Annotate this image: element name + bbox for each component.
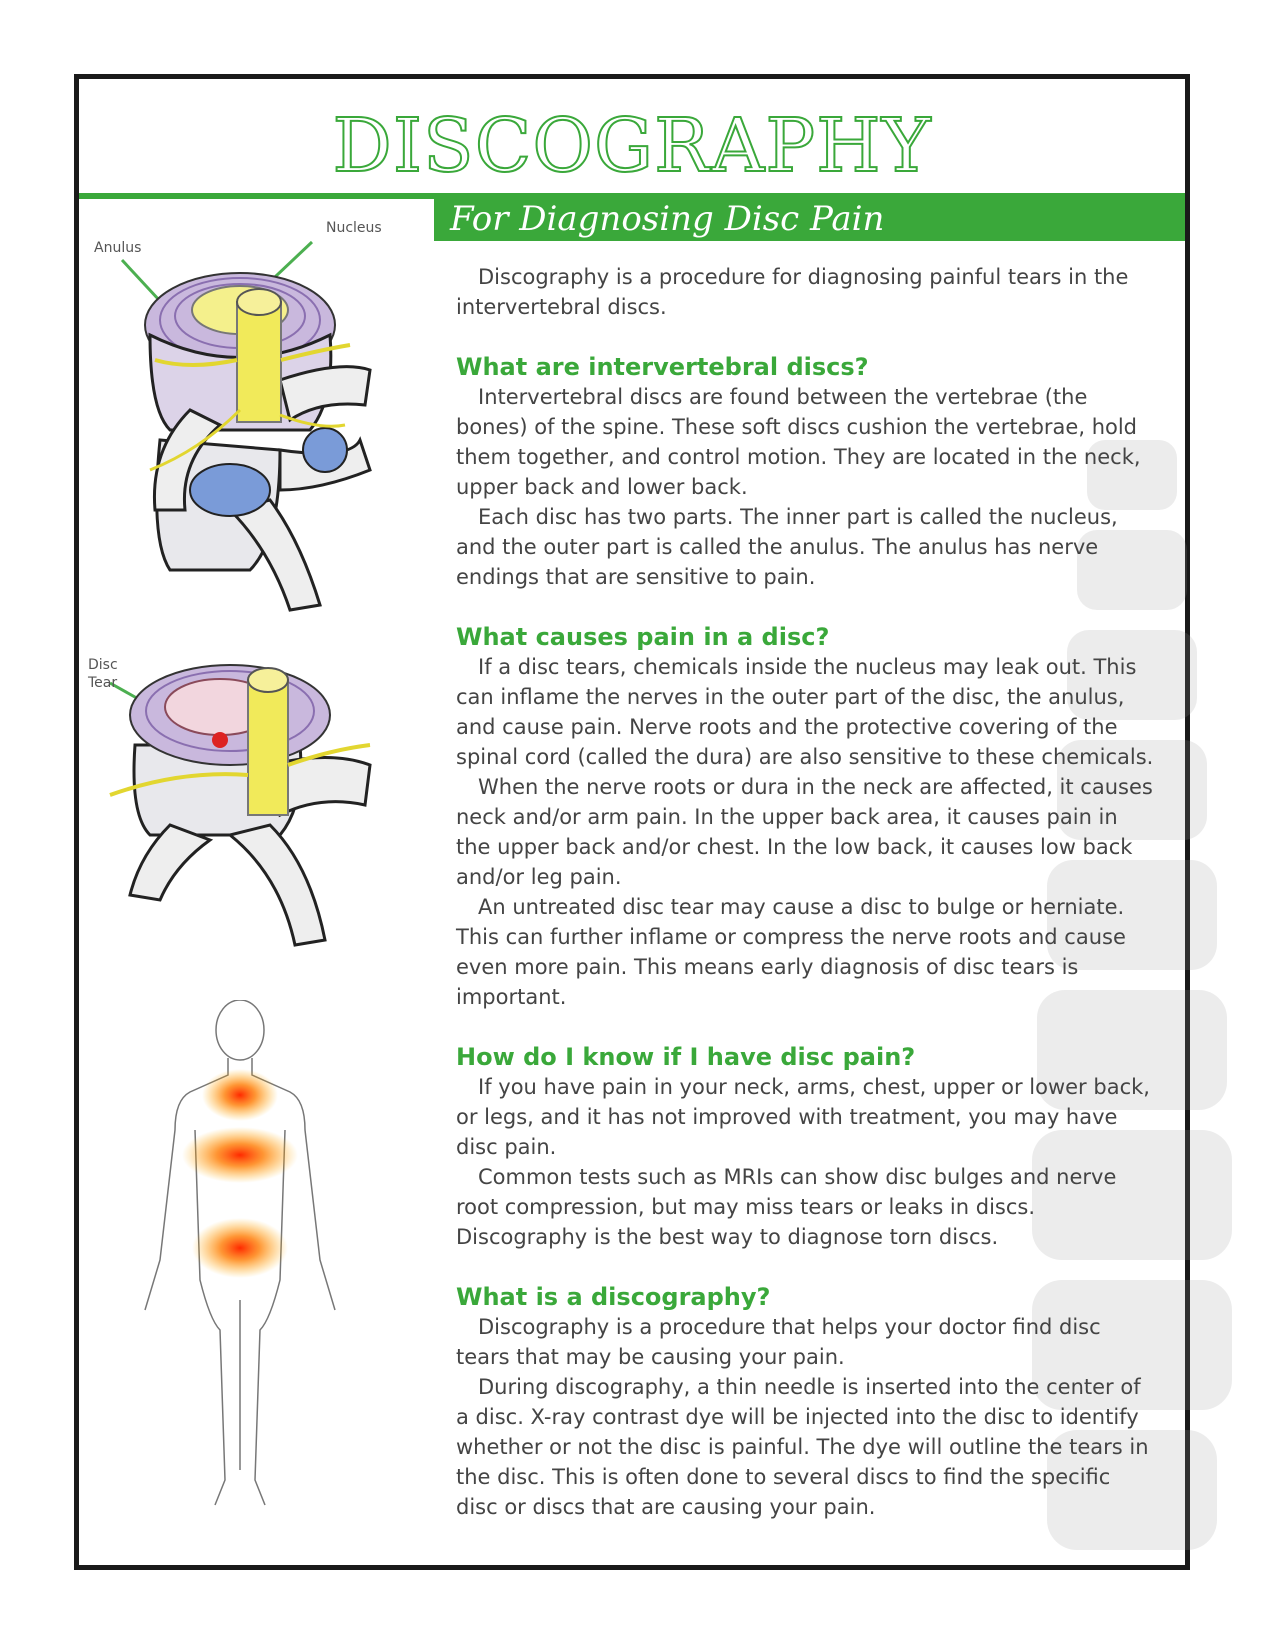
section-paragraph: When the nerve roots or dura in the neck are affected, it causes neck and/or arm pain. In the upper back area, it causes pain in the upper back and/or chest. In the low back, it causes low back and/or leg pain. xyxy=(456,775,1153,889)
page-subtitle: For Diagnosing Disc Pain xyxy=(450,199,885,239)
section-heading: How do I know if I have disc pain? xyxy=(456,1043,916,1071)
article-body xyxy=(456,262,1156,1522)
section-paragraph: If a disc tears, chemicals inside the nucleus may leak out. This can inflame the nerves in the outer part of the disc, the anulus, and cause pain. Nerve roots and the protective covering of the spinal cord (called the dura) are also sensitive to these chemicals. xyxy=(456,655,1154,769)
subtitle-band xyxy=(434,195,1185,241)
section-paragraph: Discography is a procedure that helps your doctor find disc tears that may be causing your pain. xyxy=(456,1315,1101,1369)
section-intervertebral-discs xyxy=(456,352,1156,592)
section-pain-causes xyxy=(456,622,1156,1012)
section-heading: What causes pain in a disc? xyxy=(456,623,830,651)
section-paragraph: If you have pain in your neck, arms, chest, upper or lower back, or legs, and it has not improved with treatment, you may have disc pain. xyxy=(456,1075,1150,1159)
disc-anatomy-drawing xyxy=(80,210,400,630)
body-outline-drawing xyxy=(130,1000,350,1520)
disc-tear-drawing xyxy=(80,655,400,955)
anulus-label: Anulus xyxy=(94,240,142,256)
disc-tear-label-line1: Disc xyxy=(88,657,118,673)
body-pain-map-illustration xyxy=(130,1000,350,1520)
nucleus-label: Nucleus xyxy=(326,220,382,236)
section-heading: What are intervertebral discs? xyxy=(456,353,869,381)
section-paragraph: Common tests such as MRIs can show disc bulges and nerve root compression, but may miss tears or leaks in discs. Discography is the best way to diagnose torn discs. xyxy=(456,1165,1117,1249)
intro-paragraph: Discography is a procedure for diagnosing painful tears in the intervertebral discs. xyxy=(456,265,1129,319)
section-paragraph: Each disc has two parts. The inner part is called the nucleus, and the outer part is called the anulus. The anulus has nerve endings that are sensitive to pain. xyxy=(456,505,1118,589)
section-paragraph: Intervertebral discs are found between the vertebrae (the bones) of the spine. These soft discs cushion the vertebrae, hold them together, and control motion. They are located in the neck, upper back and lower back. xyxy=(456,385,1141,499)
disc-anatomy-illustration xyxy=(80,210,400,630)
section-what-is-discography xyxy=(456,1282,1156,1522)
disc-tear-label-line2: Tear xyxy=(88,675,118,691)
disc-tear-illustration xyxy=(80,655,400,955)
section-know-disc-pain xyxy=(456,1042,1156,1252)
section-paragraph: An untreated disc tear may cause a disc to bulge or herniate. This can further inflame or compress the nerve roots and cause even more pain. This means early diagnosis of disc tears is important. xyxy=(456,895,1126,1009)
page-title: DISCOGRAPHY xyxy=(332,103,932,189)
section-heading: What is a discography? xyxy=(456,1283,771,1311)
section-paragraph: During discography, a thin needle is inserted into the center of a disc. X-ray contrast dye will be injected into the disc to identify whether or not the disc is painful. The dye will outline the tears in the disc. This is often done to several discs to find the specific disc or discs that are causing your pain. xyxy=(456,1375,1149,1519)
